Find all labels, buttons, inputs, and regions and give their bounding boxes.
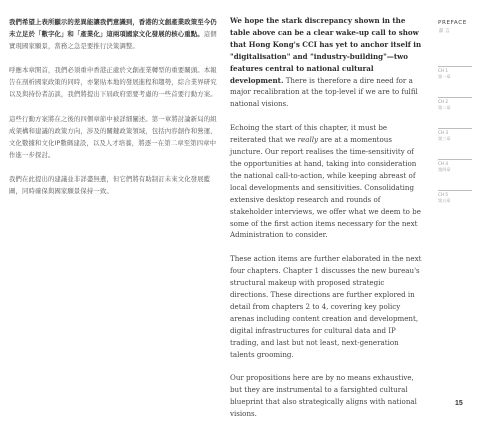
en-p2-b: are at a momentous juncture. Our report realises the time-sensitivity of the opportunities at hand, taking into consideration the national call-to-action, while keeping abreast of local developments and sensitivities. Consolidating extensive desktop research and rounds of stakeholder interviews, we offer what we deem to be some of the first action items necessary for the next Administration to consider. xyxy=(230,135,421,240)
side-item-ch1[interactable] xyxy=(438,66,472,80)
zh-paragraph-3: 這些行動方案將在之後的四個章節中被詳細闡述。第一章將討論新局的組成架構和建議的政策方向，涉及的關鍵政策領域，包括內容創作和營運、文化數據和文化IP數碼建設，以及人才培養，將逐一在第二章至第四章中作進一步探討。 xyxy=(9,114,217,159)
english-column xyxy=(230,15,424,432)
chinese-column xyxy=(9,16,218,209)
side-divider xyxy=(438,97,472,98)
en-paragraph-1 xyxy=(230,15,424,110)
zh-paragraph-4: 我們在此提出的建議並非詳盡無遺，但它們將有助制訂未來文化發展藍圖，同時確保與國家願景保持一致。 xyxy=(9,174,211,196)
zh-p1-rest: 這個實現國家願景，當務之急是要推行決策調整。 xyxy=(9,30,217,51)
side-item-label-zh: 第二章 xyxy=(438,105,451,110)
side-divider xyxy=(438,190,472,191)
en-lead-text: We hope the stark discrepancy shown in the table above can be a clear wake-up call to show that Hong Kong's CCI has yet to anchor itself in "digitalisation" and "industry-building"—two features central to national cultural development. xyxy=(230,16,422,85)
side-item-label: CH 1 xyxy=(438,68,449,73)
en-p2-a: Echoing the start of this chapter, it must be reiterated that we xyxy=(230,123,388,145)
en-paragraph-3: These action items are further elaborated in the next four chapters. Chapter 1 discusses the new bureau's structural makeup with proposed strategic directions. These directions are further explored in detail from chapters 2 to 4, covering key policy arenas including content creation and development, digital infrastructures for cultural data and IP trading, and last but not least, next-generation talents grooming. xyxy=(230,254,422,359)
side-item-label-zh: 第四章 xyxy=(438,167,451,172)
side-navigation xyxy=(438,0,474,203)
side-item-ch4[interactable] xyxy=(438,159,472,173)
side-item-label-zh: 第一章 xyxy=(438,74,451,79)
side-heading-zh: 前 言 xyxy=(439,29,450,34)
side-item-label: CH 3 xyxy=(438,130,449,135)
side-divider xyxy=(438,159,472,160)
side-divider xyxy=(438,128,472,129)
zh-lead-text: 我們希望上表所顯示的差異能讓我們意識到，香港的文創產業政策至今仍未立足於「數字化」和「產業化」這兩項國家文化發展的核心重點。 xyxy=(9,18,217,39)
en-paragraph-4: Our propositions here are by no means exhaustive, but they are instrumental to a farsighted cultural blueprint that also strategically aligns with national visions. xyxy=(230,373,417,419)
side-item-label: CH 4 xyxy=(438,161,449,166)
zh-paragraph-1 xyxy=(9,16,218,52)
side-item-ch2[interactable] xyxy=(438,97,472,111)
side-item-label: CH 5 xyxy=(438,192,449,197)
side-item-label-zh: 第三章 xyxy=(438,136,451,141)
side-item-label: CH 2 xyxy=(438,99,449,104)
en-p1-rest: There is therefore a dire need for a major recalibration at the top-level if we are to fulfil national visions. xyxy=(230,75,418,109)
en-p2-emphasis: really xyxy=(297,135,319,145)
en-paragraph-2 xyxy=(230,122,424,241)
page-number: 15 xyxy=(455,400,463,407)
side-heading[interactable]: PREFACE xyxy=(438,20,467,26)
side-item-ch3[interactable] xyxy=(438,128,472,142)
side-divider xyxy=(438,66,472,67)
side-item-label-zh: 第五章 xyxy=(438,198,451,203)
zh-paragraph-2: 呼應本章開首，我們必須重申香港正處於文創產業轉型的重要關頭。本報告在剖析國家政策的同時，亦緊貼本地的發展進程和趨勢，綜合業界研究以及與持份者訪談，我們將提出下屆政府需要考慮的一些首要行動方案。 xyxy=(9,66,217,99)
side-item-ch5[interactable] xyxy=(438,190,472,204)
